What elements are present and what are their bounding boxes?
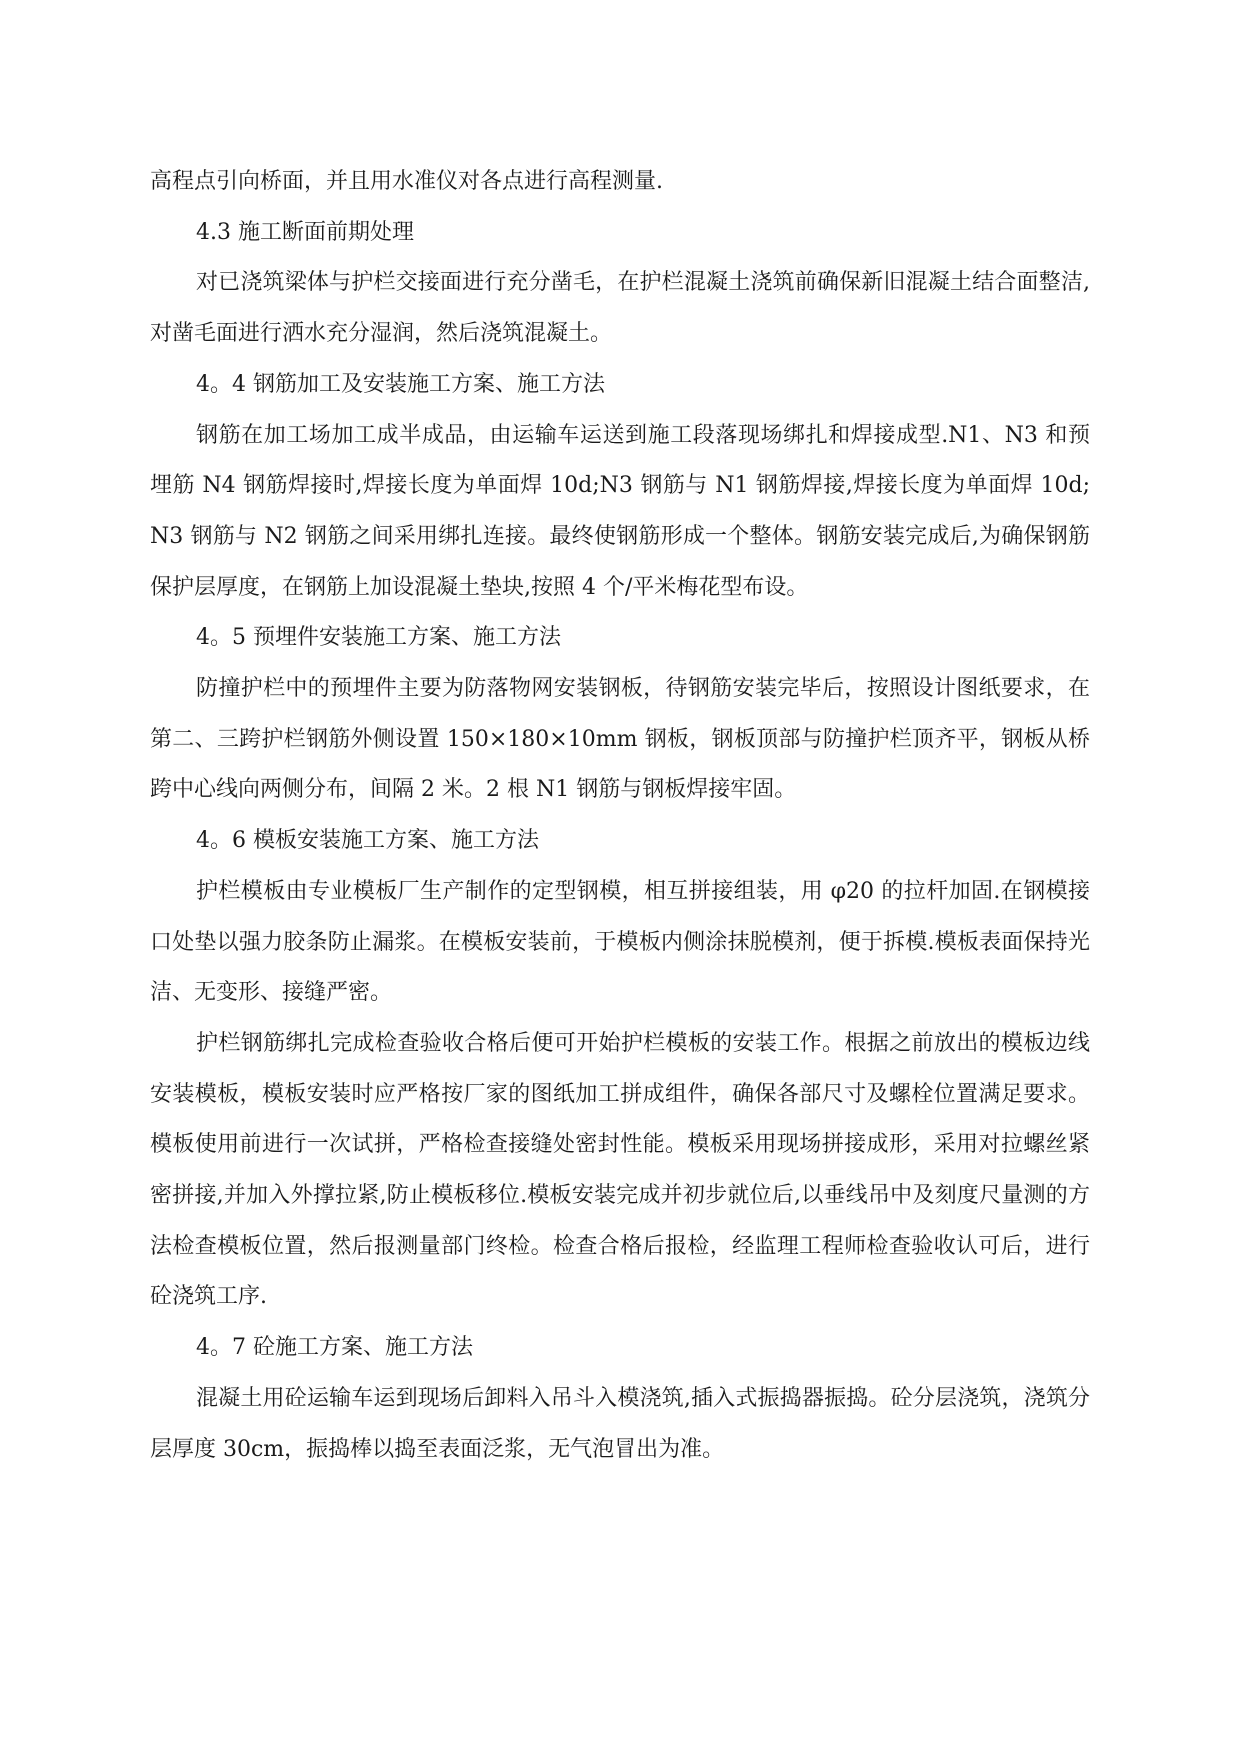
body-paragraph: 防撞护栏中的预埋件主要为防落物网安装钢板，待钢筋安装完毕后，按照设计图纸要求，在第二、三跨护栏钢筋外侧设置 150×180×10mm 钢板，钢板顶部与防撞护栏顶齐平，钢板从桥跨中心线向两侧分布，间隔 2 米。2 根 N1 钢筋与钢板焊接牢固。 (150, 676, 1090, 803)
body-paragraph: 钢筋在加工场加工成半成品，由运输车运送到施工段落现场绑扎和焊接成型.N1、N3 和预埋筋 N4 钢筋焊接时,焊接长度为单面焊 10d;N3 钢筋与 N1 钢筋焊接,焊接长度为单面焊 10d; N3 钢筋与 N2 钢筋之间采用绑扎连接。最终使钢筋形成一个整体。钢筋安装完成后,为确保钢筋保护层厚度，在钢筋上加设混凝土垫块,按照 4 个/平米梅花型布设。 (150, 422, 1090, 600)
body-paragraph: 护栏模板由专业模板厂生产制作的定型钢模，相互拼接组装，用 φ20 的拉杆加固.在钢模接口处垫以强力胶条防止漏浆。在模板安装前，于模板内侧涂抹脱模剂，便于拆模.模板表面保持光洁、无变形、接缝严密。 (150, 878, 1090, 1006)
body-paragraph: 混凝土用砼运输车运到现场后卸料入吊斗入模浇筑,插入式振捣器振捣。砼分层浇筑，浇筑分层厚度 30cm，振捣棒以捣至表面泛浆，无气泡冒出为准。 (150, 1385, 1090, 1462)
section-heading-4-5: 4。5 预埋件安装施工方案、施工方法 (196, 625, 561, 651)
document-body (150, 157, 1090, 1475)
body-paragraph: 护栏钢筋绑扎完成检查验收合格后便可开始护栏模板的安装工作。根据之前放出的模板边线安装模板，模板安装时应严格按厂家的图纸加工拼成组件，确保各部尺寸及螺栓位置满足要求。模板使用前进行一次试拼，严格检查接缝处密封性能。模板采用现场拼接成形，采用对拉螺丝紧密拼接,并加入外撑拉紧,防止模板移位.模板安装完成并初步就位后,以垂线吊中及刻度尺量测的方法检查模板位置，然后报测量部门终检。检查合格后报检，经监理工程师检查验收认可后，进行砼浇筑工序. (150, 1030, 1090, 1310)
section-heading-4-6: 4。6 模板安装施工方案、施工方法 (196, 828, 539, 854)
section-heading-4-7: 4。7 砼施工方案、施工方法 (196, 1335, 473, 1361)
section-heading-4-3: 4.3 施工断面前期处理 (196, 219, 414, 245)
section-heading-4-4: 4。4 钢筋加工及安装施工方案、施工方法 (196, 371, 605, 397)
body-paragraph-continued: 高程点引向桥面，并且用水准仪对各点进行高程测量. (150, 169, 663, 194)
body-paragraph: 对已浇筑梁体与护栏交接面进行充分凿毛，在护栏混凝土浇筑前确保新旧混凝土结合面整洁,对凿毛面进行洒水充分湿润，然后浇筑混凝土。 (150, 270, 1090, 347)
